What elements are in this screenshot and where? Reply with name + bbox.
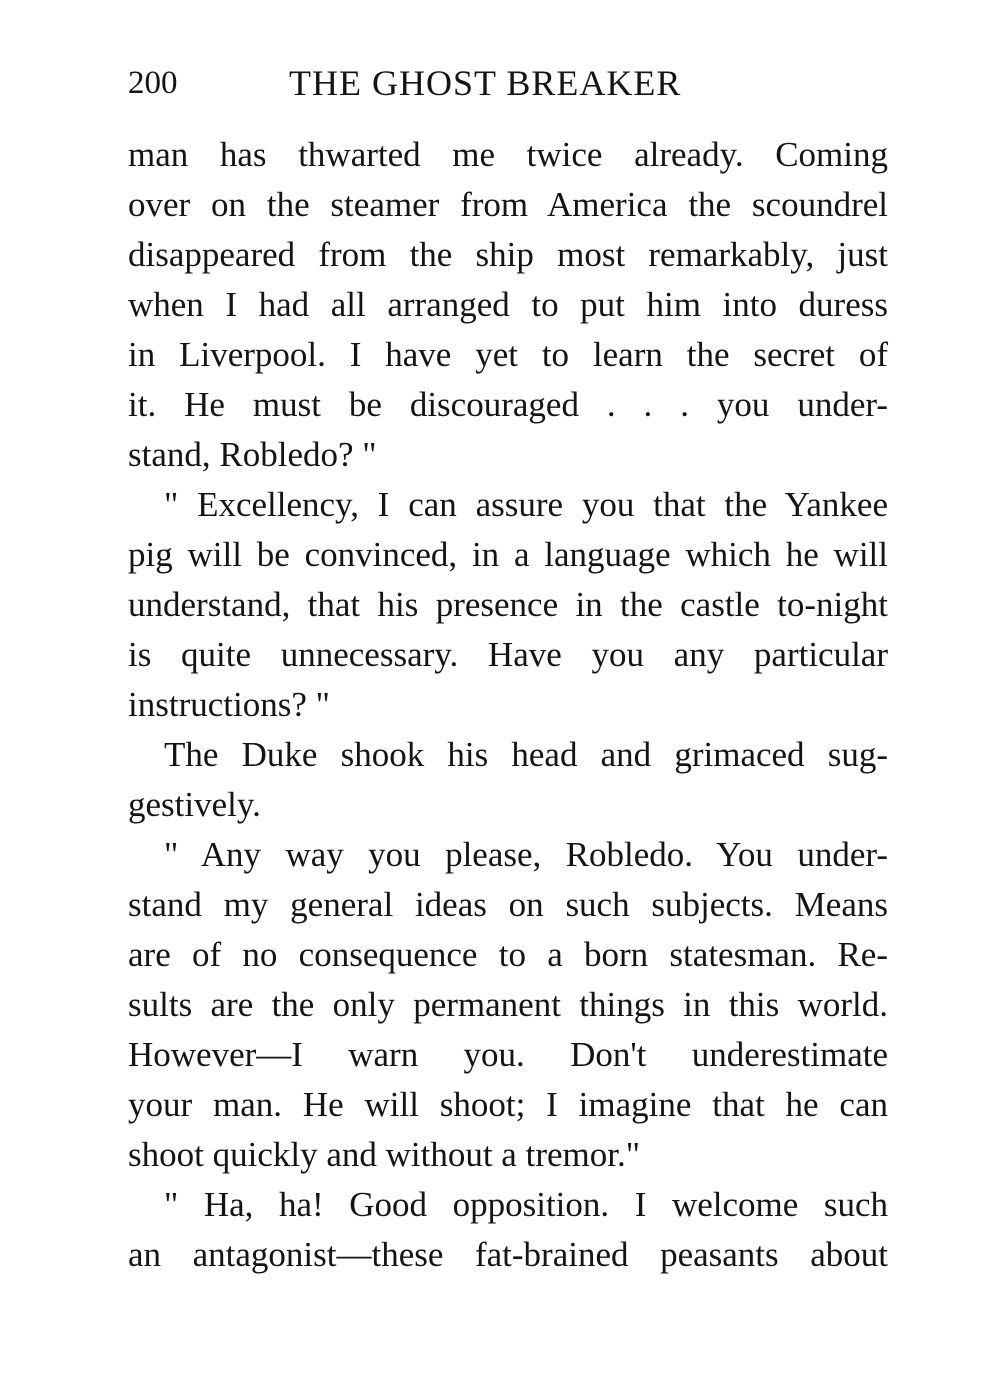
text-line: instructions? " — [128, 685, 330, 724]
text-line: stand, Robledo? " — [128, 435, 377, 474]
text-line: gestively. — [128, 785, 261, 824]
text-line: is quite unnecessary. Have you any particular — [128, 635, 888, 674]
book-title: THE GHOST BREAKER — [289, 63, 682, 103]
text-line: The Duke shook his head and grimaced sug- — [164, 735, 888, 774]
text-line: sults are the only permanent things in this world. — [128, 985, 888, 1024]
text-line: pig will be convinced, in a language which he will — [128, 535, 888, 574]
text-line: when I had all arranged to put him into duress — [128, 285, 888, 324]
text-line: are of no consequence to a born statesman. Re- — [128, 935, 888, 974]
text-line: " Ha, ha! Good opposition. I welcome such — [164, 1185, 888, 1224]
text-line: it. He must be discouraged . . . you under- — [128, 385, 888, 424]
text-line: an antagonist—these fat-brained peasants about — [128, 1235, 888, 1274]
text-line: your man. He will shoot; I imagine that he can — [128, 1085, 888, 1124]
text-line: disappeared from the ship most remarkably, just — [128, 235, 888, 274]
page-number: 200 — [128, 65, 178, 101]
text-line: in Liverpool. I have yet to learn the secret of — [128, 335, 888, 374]
text-line: stand my general ideas on such subjects. Means — [128, 885, 888, 924]
text-line: However—I warn you. Don't underestimate — [128, 1035, 888, 1074]
text-line: understand, that his presence in the castle to-night — [128, 585, 888, 624]
body-text — [128, 130, 888, 1280]
text-line: shoot quickly and without a tremor." — [128, 1135, 640, 1174]
text-line: " Any way you please, Robledo. You under- — [164, 835, 888, 874]
text-line: " Excellency, I can assure you that the Yankee — [164, 485, 888, 524]
running-head — [128, 58, 888, 108]
text-line: over on the steamer from America the scoundrel — [128, 185, 888, 224]
text-line: man has thwarted me twice already. Coming — [128, 135, 888, 174]
